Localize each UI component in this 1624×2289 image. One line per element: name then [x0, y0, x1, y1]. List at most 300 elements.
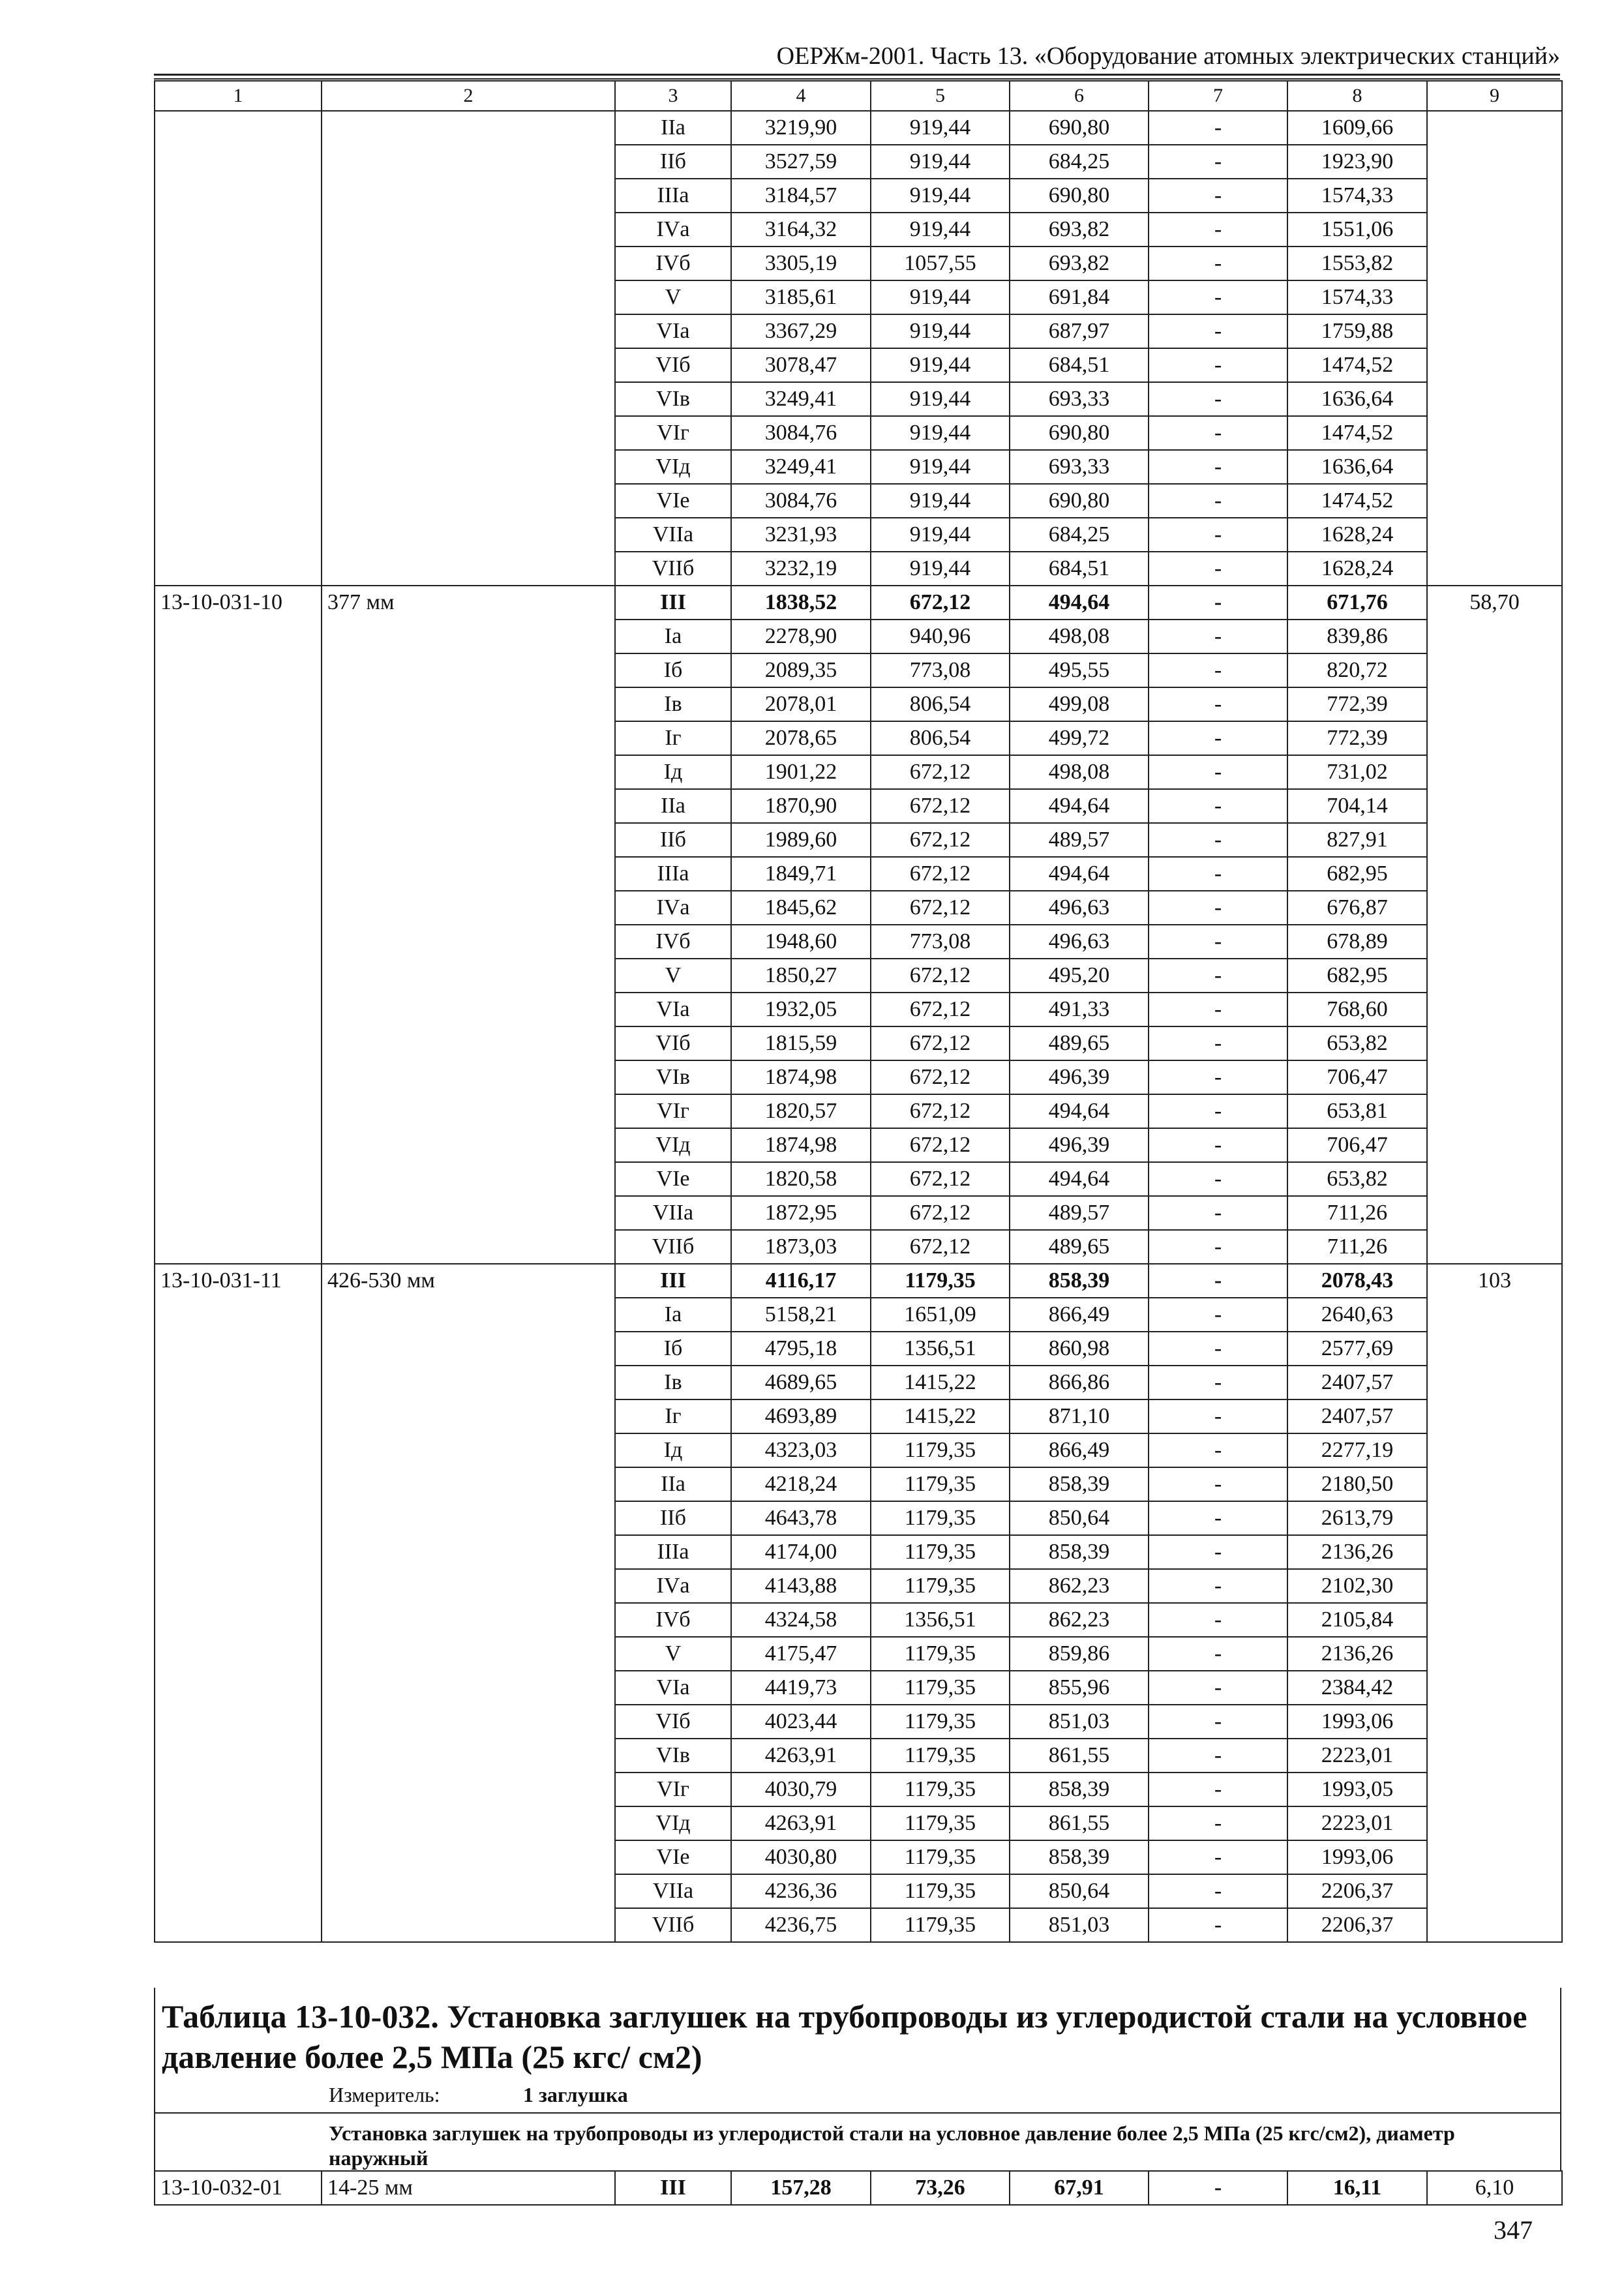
row-cell: 1179,35 [871, 1705, 1010, 1739]
row-cell: 653,81 [1287, 1094, 1427, 1128]
row-cell: 672,12 [871, 1094, 1010, 1128]
row-diameter [322, 111, 615, 586]
row-cell: VIв [615, 1060, 731, 1094]
row-cell: 858,39 [1010, 1773, 1149, 1806]
row-cell: 494,64 [1010, 1094, 1149, 1128]
row-cell: 855,96 [1010, 1671, 1149, 1705]
row-cell: VIе [615, 484, 731, 518]
row-cell: 672,12 [871, 789, 1010, 823]
row-cell: 495,55 [1010, 653, 1149, 687]
row-total [1427, 111, 1562, 586]
row-cell: 4263,91 [731, 1806, 871, 1840]
row-cell: 693,82 [1010, 213, 1149, 247]
row-cell: - [1149, 145, 1287, 179]
row-cell: 919,44 [871, 450, 1010, 484]
row-code [155, 111, 322, 586]
row-cell: 672,12 [871, 1060, 1010, 1094]
row-cell: 851,03 [1010, 1705, 1149, 1739]
row-cell: 4263,91 [731, 1739, 871, 1773]
row-cell: 3164,32 [731, 213, 871, 247]
row-cell: 1874,98 [731, 1060, 871, 1094]
row-cell: 491,33 [1010, 993, 1149, 1026]
row-cell: 1628,24 [1287, 518, 1427, 552]
row-cell: 4174,00 [731, 1535, 871, 1569]
row-cell: 1820,58 [731, 1162, 871, 1196]
row-cell: - [1149, 1128, 1287, 1162]
row-cell: Iа [615, 620, 731, 653]
row-cell: 499,72 [1010, 721, 1149, 755]
row-cell: 866,86 [1010, 1366, 1149, 1399]
row-cell: - [1149, 755, 1287, 789]
row-cell: 2102,30 [1287, 1569, 1427, 1603]
row-cell: 1057,55 [871, 247, 1010, 280]
row-cell: 1574,33 [1287, 179, 1427, 213]
row-cell: 489,57 [1010, 823, 1149, 857]
row-cell: 1901,22 [731, 755, 871, 789]
row-cell: 4323,03 [731, 1433, 871, 1467]
row-cell: 2407,57 [1287, 1366, 1427, 1399]
row-cell: 690,80 [1010, 111, 1149, 145]
row-cell: IIа [615, 111, 731, 145]
row-cell: 690,80 [1010, 416, 1149, 450]
row-cell: 2277,19 [1287, 1433, 1427, 1467]
row-cell: 706,47 [1287, 1128, 1427, 1162]
unit-label: Измеритель: [329, 2083, 440, 2106]
row-cell: 3084,76 [731, 484, 871, 518]
row-cell: IVб [615, 925, 731, 959]
column-number: 4 [731, 81, 871, 111]
row-cell: 4175,47 [731, 1637, 871, 1671]
row-cell: - [1149, 280, 1287, 314]
page-number: 347 [1494, 2215, 1533, 2245]
row-cell: IIа [615, 789, 731, 823]
row-cell: 4143,88 [731, 1569, 871, 1603]
row-cell: - [1149, 450, 1287, 484]
row-cell: 672,12 [871, 1128, 1010, 1162]
row-cell: 496,39 [1010, 1128, 1149, 1162]
row-cell: 1179,35 [871, 1467, 1010, 1501]
row-cell: VIв [615, 1739, 731, 1773]
row-cell: V [615, 1637, 731, 1671]
row-cell: - [1149, 653, 1287, 687]
row-cell: 1873,03 [731, 1230, 871, 1264]
row-cell: 858,39 [1010, 1840, 1149, 1874]
row-cell: 1838,52 [731, 586, 871, 620]
section-description: Установка заглушек на трубопроводы из углеродистой стали на условное давление более 2,5 МПа (25 кгс/см2), диаметр наружный [329, 2121, 1455, 2170]
row-cell: 1474,52 [1287, 484, 1427, 518]
row-cell: IVа [615, 1569, 731, 1603]
row-cell: 3249,41 [731, 450, 871, 484]
row-cell: - [1149, 620, 1287, 653]
row-cell: III [615, 1264, 731, 1298]
row-cell: 1179,35 [871, 1501, 1010, 1535]
row-cell: - [1149, 1773, 1287, 1806]
row-cell: 1651,09 [871, 1298, 1010, 1332]
row-total: 58,70 [1427, 586, 1562, 1264]
table-row [155, 1264, 1562, 1298]
row-cell: 1356,51 [871, 1332, 1010, 1366]
row-cell: 3219,90 [731, 111, 871, 145]
row-code: 13-10-031-11 [155, 1264, 322, 1942]
row-cell: VIд [615, 1806, 731, 1840]
row-cell: 2640,63 [1287, 1298, 1427, 1332]
row-cell: 1474,52 [1287, 416, 1427, 450]
row-code: 13-10-032-01 [155, 2171, 322, 2205]
row-cell: 682,95 [1287, 959, 1427, 993]
row-total: 103 [1427, 1264, 1562, 1942]
row-cell: 1636,64 [1287, 450, 1427, 484]
row-cell: - [1149, 1535, 1287, 1569]
column-number: 3 [615, 81, 731, 111]
row-cell: 1179,35 [871, 1264, 1010, 1298]
row-cell: IVа [615, 213, 731, 247]
row-cell: - [1149, 1637, 1287, 1671]
row-cell: 495,20 [1010, 959, 1149, 993]
row-cell: 2105,84 [1287, 1603, 1427, 1637]
row-cell: 1636,64 [1287, 382, 1427, 416]
row-cell: 2223,01 [1287, 1806, 1427, 1840]
row-cell: 672,12 [871, 755, 1010, 789]
row-cell: IIIа [615, 1535, 731, 1569]
row-cell: VIб [615, 1705, 731, 1739]
row-cell: 494,64 [1010, 1162, 1149, 1196]
row-cell: 1628,24 [1287, 552, 1427, 586]
row-cell: 496,39 [1010, 1060, 1149, 1094]
row-cell: - [1149, 1094, 1287, 1128]
rates-table [154, 80, 1563, 1943]
row-cell: 2180,50 [1287, 1467, 1427, 1501]
row-cell: IVб [615, 1603, 731, 1637]
row-cell: 672,12 [871, 857, 1010, 891]
column-number: 8 [1287, 81, 1427, 111]
row-cell: 1932,05 [731, 993, 871, 1026]
row-cell: 4023,44 [731, 1705, 871, 1739]
row-cell: 672,12 [871, 1196, 1010, 1230]
row-cell: - [1149, 721, 1287, 755]
row-cell: - [1149, 111, 1287, 145]
row-cell: VIа [615, 1671, 731, 1705]
row-cell: VIд [615, 1128, 731, 1162]
row-cell: 687,97 [1010, 314, 1149, 348]
row-cell: - [1149, 925, 1287, 959]
row-cell: 499,08 [1010, 687, 1149, 721]
row-cell: 3305,19 [731, 247, 871, 280]
row-cell: 4643,78 [731, 1501, 871, 1535]
row-cell: 4795,18 [731, 1332, 871, 1366]
row-cell: 919,44 [871, 145, 1010, 179]
row-cell: 4324,58 [731, 1603, 871, 1637]
row-cell: 858,39 [1010, 1467, 1149, 1501]
row-cell: VIа [615, 993, 731, 1026]
row-cell: 684,51 [1010, 348, 1149, 382]
row-cell: 862,23 [1010, 1569, 1149, 1603]
row-cell: 671,76 [1287, 586, 1427, 620]
row-cell: 1179,35 [871, 1433, 1010, 1467]
row-cell: Iв [615, 1366, 731, 1399]
row-cell: 672,12 [871, 823, 1010, 857]
row-cell: 2078,43 [1287, 1264, 1427, 1298]
row-cell: 3231,93 [731, 518, 871, 552]
row-cell: 691,84 [1010, 280, 1149, 314]
row-cell: IVб [615, 247, 731, 280]
row-cell: 672,12 [871, 1026, 1010, 1060]
row-cell: 919,44 [871, 213, 1010, 247]
row-cell: 1179,35 [871, 1908, 1010, 1942]
row-cell: - [1149, 687, 1287, 721]
row-cell: 157,28 [731, 2171, 871, 2205]
row-cell: 653,82 [1287, 1026, 1427, 1060]
row-cell: 850,64 [1010, 1501, 1149, 1535]
row-cell: - [1149, 1739, 1287, 1773]
row-cell: IIб [615, 145, 731, 179]
row-cell: 1574,33 [1287, 280, 1427, 314]
row-cell: III [615, 2171, 731, 2205]
table-row [155, 586, 1562, 620]
row-cell: 2089,35 [731, 653, 871, 687]
row-total: 6,10 [1427, 2171, 1562, 2205]
row-cell: - [1149, 1332, 1287, 1366]
row-cell: - [1149, 857, 1287, 891]
section-title: Таблица 13-10-032. Установка заглушек на трубопроводы из углеродистой стали на условное давление более 2,5 МПа (25 кгс/ см2) [162, 1998, 1527, 2075]
row-cell: VIв [615, 382, 731, 416]
row-cell: 2613,79 [1287, 1501, 1427, 1535]
row-cell: 704,14 [1287, 789, 1427, 823]
row-cell: 919,44 [871, 314, 1010, 348]
row-cell: 827,91 [1287, 823, 1427, 857]
row-cell: 3232,19 [731, 552, 871, 586]
row-cell: - [1149, 416, 1287, 450]
row-cell: VIIб [615, 552, 731, 586]
row-cell: - [1149, 1569, 1287, 1603]
unit-row [329, 2082, 628, 2108]
row-cell: 1179,35 [871, 1535, 1010, 1569]
row-cell: 3184,57 [731, 179, 871, 213]
row-cell: 1948,60 [731, 925, 871, 959]
page-header: ОЕРЖм-2001. Часть 13. «Оборудование атомных электрических станций» [776, 42, 1560, 70]
row-cell: 684,51 [1010, 552, 1149, 586]
row-cell: 4689,65 [731, 1366, 871, 1399]
row-cell: 1872,95 [731, 1196, 871, 1230]
row-cell: 773,08 [871, 925, 1010, 959]
row-cell: 919,44 [871, 179, 1010, 213]
row-cell: 711,26 [1287, 1230, 1427, 1264]
row-cell: 1415,22 [871, 1366, 1010, 1399]
row-cell: - [1149, 1603, 1287, 1637]
column-number: 9 [1427, 81, 1562, 111]
row-cell: 1874,98 [731, 1128, 871, 1162]
row-cell: 768,60 [1287, 993, 1427, 1026]
row-cell: - [1149, 993, 1287, 1026]
row-cell: 690,80 [1010, 179, 1149, 213]
row-cell: 861,55 [1010, 1739, 1149, 1773]
table-row [155, 111, 1562, 145]
row-cell: 773,08 [871, 653, 1010, 687]
row-cell: VIIа [615, 1874, 731, 1908]
row-cell: 1179,35 [871, 1739, 1010, 1773]
row-cell: Iв [615, 687, 731, 721]
row-cell: - [1149, 586, 1287, 620]
row-cell: 1179,35 [871, 1569, 1010, 1603]
row-cell: 1179,35 [871, 1840, 1010, 1874]
unit-value: 1 заглушка [523, 2083, 628, 2106]
row-cell: 1993,05 [1287, 1773, 1427, 1806]
row-cell: 4030,80 [731, 1840, 871, 1874]
row-cell: 1850,27 [731, 959, 871, 993]
row-cell: 672,12 [871, 586, 1010, 620]
row-cell: VIб [615, 348, 731, 382]
row-cell: VIе [615, 1840, 731, 1874]
row-cell: 858,39 [1010, 1535, 1149, 1569]
row-cell: - [1149, 1196, 1287, 1230]
row-cell: 4236,75 [731, 1908, 871, 1942]
row-cell: - [1149, 382, 1287, 416]
row-cell: 3084,76 [731, 416, 871, 450]
row-cell: 1356,51 [871, 1603, 1010, 1637]
row-cell: 1820,57 [731, 1094, 871, 1128]
row-cell: - [1149, 1162, 1287, 1196]
row-cell: 3527,59 [731, 145, 871, 179]
row-cell: IIб [615, 823, 731, 857]
row-cell: 1923,90 [1287, 145, 1427, 179]
row-cell: - [1149, 1399, 1287, 1433]
row-cell: Iд [615, 1433, 731, 1467]
row-cell: - [1149, 348, 1287, 382]
row-cell: 919,44 [871, 518, 1010, 552]
row-cell: 919,44 [871, 552, 1010, 586]
row-cell: 706,47 [1287, 1060, 1427, 1094]
row-cell: VIе [615, 1162, 731, 1196]
row-cell: 693,82 [1010, 247, 1149, 280]
row-cell: 73,26 [871, 2171, 1010, 2205]
row-cell: V [615, 280, 731, 314]
row-cell: 1179,35 [871, 1874, 1010, 1908]
row-cell: VIг [615, 416, 731, 450]
column-number-row [155, 81, 1562, 111]
row-cell: 871,10 [1010, 1399, 1149, 1433]
row-cell: 2136,26 [1287, 1535, 1427, 1569]
row-cell: 498,08 [1010, 620, 1149, 653]
row-cell: - [1149, 789, 1287, 823]
row-cell: 2223,01 [1287, 1739, 1427, 1773]
row-cell: 919,44 [871, 382, 1010, 416]
row-cell: 806,54 [871, 687, 1010, 721]
row-cell: 858,39 [1010, 1264, 1149, 1298]
row-cell: - [1149, 1433, 1287, 1467]
column-number: 2 [322, 81, 615, 111]
row-cell: 4218,24 [731, 1467, 871, 1501]
row-cell: 806,54 [871, 721, 1010, 755]
row-cell: VIIб [615, 1230, 731, 1264]
row-cell: 684,25 [1010, 145, 1149, 179]
column-number: 1 [155, 81, 322, 111]
row-cell: 3367,29 [731, 314, 871, 348]
row-cell: 2206,37 [1287, 1874, 1427, 1908]
row-diameter: 377 мм [322, 586, 615, 1264]
row-cell: 496,63 [1010, 891, 1149, 925]
row-cell: 2078,65 [731, 721, 871, 755]
row-cell: 693,33 [1010, 450, 1149, 484]
row-cell: IIб [615, 1501, 731, 1535]
row-diameter: 426-530 мм [322, 1264, 615, 1942]
row-cell: 772,39 [1287, 687, 1427, 721]
row-cell: - [1149, 1026, 1287, 1060]
row-cell: 489,57 [1010, 1196, 1149, 1230]
row-cell: - [1149, 1264, 1287, 1298]
row-cell: 4419,73 [731, 1671, 871, 1705]
row-cell: 1845,62 [731, 891, 871, 925]
row-cell: 839,86 [1287, 620, 1427, 653]
row-cell: IIа [615, 1467, 731, 1501]
column-number: 5 [871, 81, 1010, 111]
row-cell: 919,44 [871, 111, 1010, 145]
row-cell: 3185,61 [731, 280, 871, 314]
row-cell: - [1149, 1671, 1287, 1705]
row-cell: 4116,17 [731, 1264, 871, 1298]
row-cell: 1870,90 [731, 789, 871, 823]
row-cell: 1993,06 [1287, 1705, 1427, 1739]
row-cell: 919,44 [871, 280, 1010, 314]
row-cell: 940,96 [871, 620, 1010, 653]
row-cell: 861,55 [1010, 1806, 1149, 1840]
row-cell: - [1149, 179, 1287, 213]
row-cell: - [1149, 484, 1287, 518]
row-cell: VIг [615, 1773, 731, 1806]
row-cell: 672,12 [871, 1230, 1010, 1264]
row-cell: 1815,59 [731, 1026, 871, 1060]
row-cell: 494,64 [1010, 857, 1149, 891]
row-cell: 772,39 [1287, 721, 1427, 755]
row-cell: VIа [615, 314, 731, 348]
header-rule [154, 74, 1560, 76]
row-cell: 1551,06 [1287, 213, 1427, 247]
row-cell: 2278,90 [731, 620, 871, 653]
row-cell: - [1149, 1501, 1287, 1535]
table-row [155, 2171, 1562, 2205]
header-rule-thin [154, 78, 1560, 80]
row-cell: V [615, 959, 731, 993]
row-cell: 3249,41 [731, 382, 871, 416]
row-cell: 16,11 [1287, 2171, 1427, 2205]
row-cell: 2078,01 [731, 687, 871, 721]
row-cell: - [1149, 1298, 1287, 1332]
row-code: 13-10-031-10 [155, 586, 322, 1264]
row-cell: 866,49 [1010, 1433, 1149, 1467]
row-cell: 711,26 [1287, 1196, 1427, 1230]
row-cell: - [1149, 213, 1287, 247]
row-cell: VIIб [615, 1908, 731, 1942]
row-cell: 2577,69 [1287, 1332, 1427, 1366]
row-cell: 653,82 [1287, 1162, 1427, 1196]
row-cell: - [1149, 518, 1287, 552]
row-cell: 3078,47 [731, 348, 871, 382]
row-cell: - [1149, 247, 1287, 280]
last-row-table [154, 2170, 1563, 2206]
row-cell: Iб [615, 653, 731, 687]
row-cell: 919,44 [871, 348, 1010, 382]
row-cell: 2206,37 [1287, 1908, 1427, 1942]
row-cell: 672,12 [871, 1162, 1010, 1196]
row-cell: VIIа [615, 1196, 731, 1230]
row-cell: 672,12 [871, 959, 1010, 993]
row-cell: - [1149, 552, 1287, 586]
row-cell: VIб [615, 1026, 731, 1060]
row-cell: VIIа [615, 518, 731, 552]
row-cell: IIIа [615, 857, 731, 891]
row-cell: 859,86 [1010, 1637, 1149, 1671]
row-cell: - [1149, 2171, 1287, 2205]
row-cell: 4693,89 [731, 1399, 871, 1433]
row-cell: 684,25 [1010, 518, 1149, 552]
